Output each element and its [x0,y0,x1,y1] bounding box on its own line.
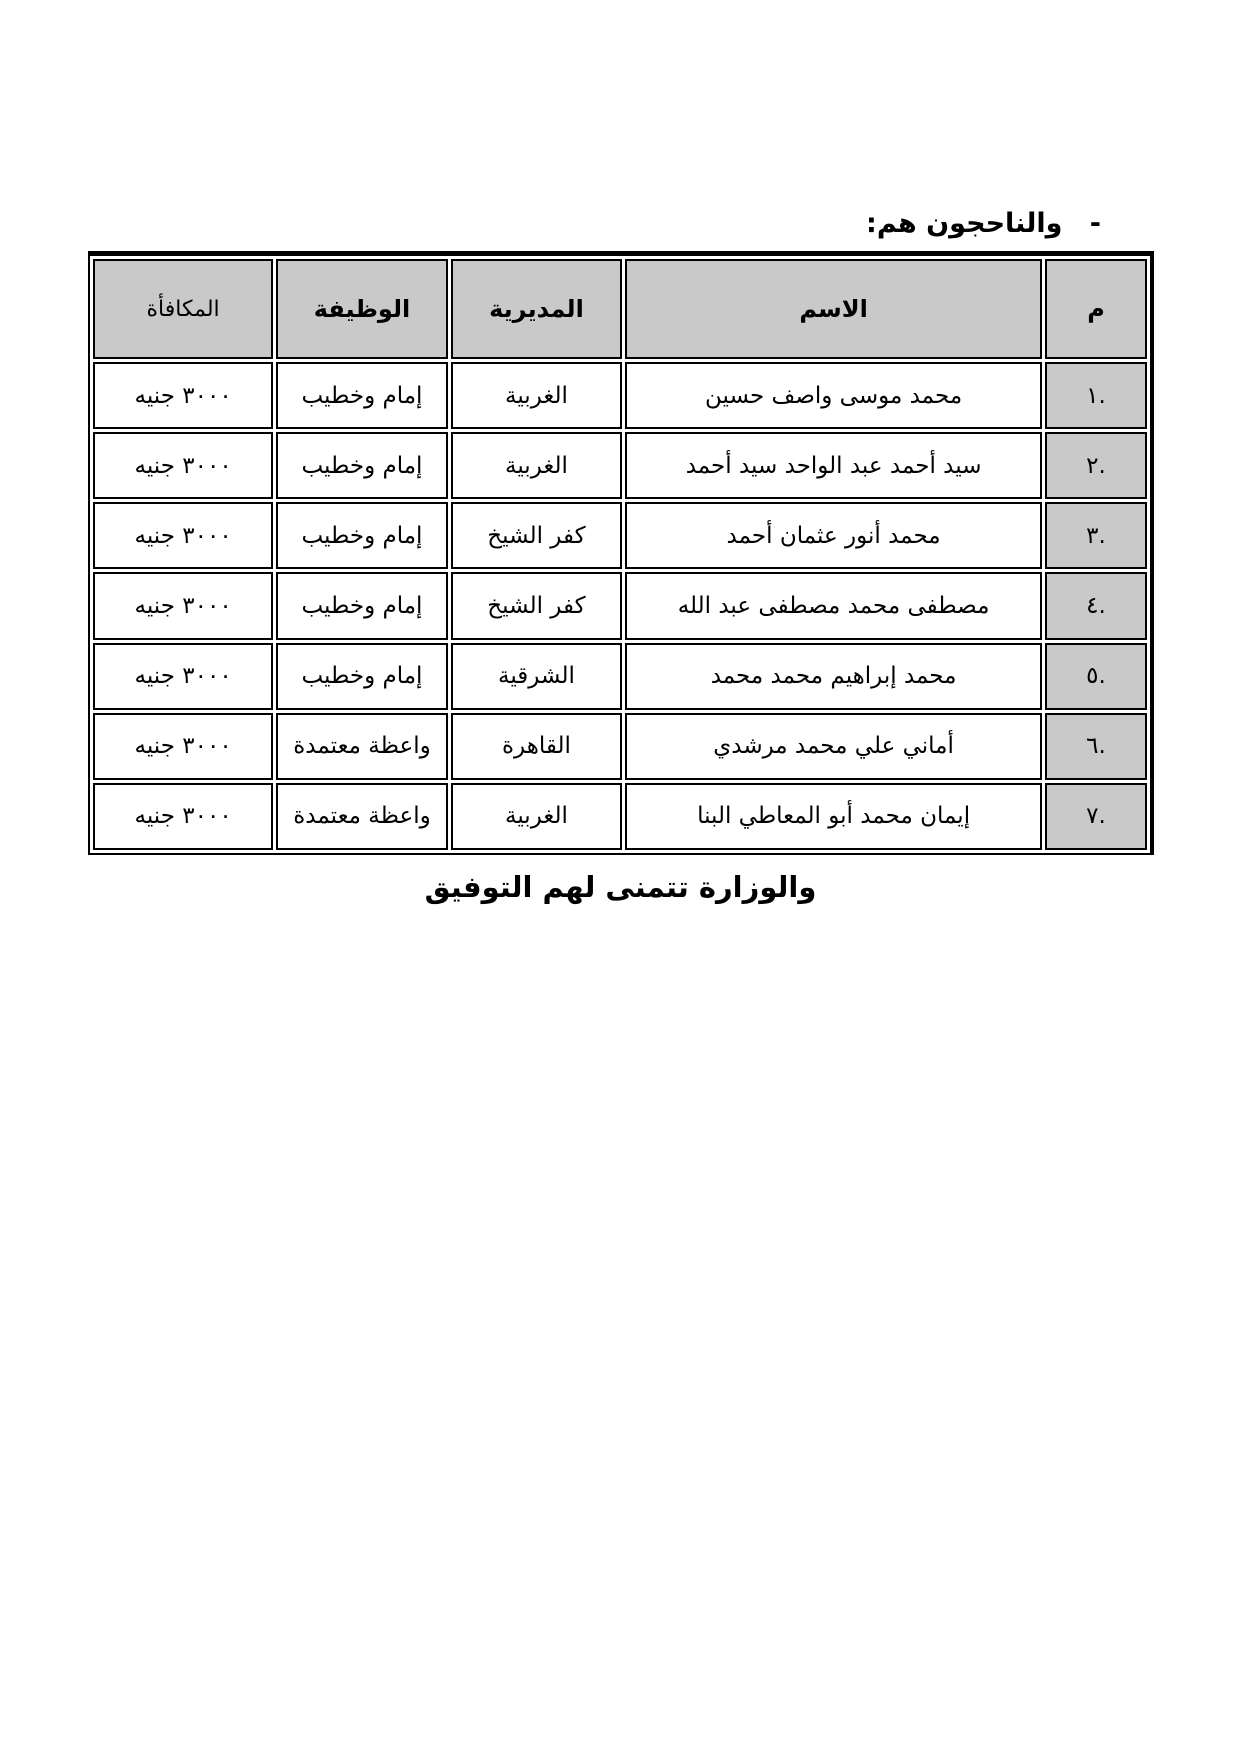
table-row [93,783,1147,850]
row-num: .٥ [1045,643,1147,710]
table-row [93,362,1147,429]
header-job: الوظيفة [276,259,447,359]
row-reward: ٣٠٠٠ جنيه [93,502,273,569]
winners-table [90,256,1150,853]
row-job: إمام وخطيب [276,643,447,710]
list-heading [866,208,1101,239]
row-num: .٢ [1045,432,1147,499]
row-name: سيد أحمد عبد الواحد سيد أحمد [625,432,1042,499]
winners-table-frame [88,251,1154,855]
row-job: واعظة معتمدة [276,783,447,850]
row-num: .٣ [1045,502,1147,569]
closing-line: والوزارة تتمنى لهم التوفيق [424,870,817,904]
row-num: .٦ [1045,713,1147,780]
row-reward: ٣٠٠٠ جنيه [93,362,273,429]
row-job: واعظة معتمدة [276,713,447,780]
header-reward: المكافأة [93,259,273,359]
row-reward: ٣٠٠٠ جنيه [93,643,273,710]
row-num: .٧ [1045,783,1147,850]
row-name: إيمان محمد أبو المعاطي البنا [625,783,1042,850]
table-header-row [93,259,1147,359]
row-reward: ٣٠٠٠ جنيه [93,572,273,639]
row-name: محمد إبراهيم محمد محمد [625,643,1042,710]
row-directorate: القاهرة [451,713,622,780]
row-job: إمام وخطيب [276,432,447,499]
row-job: إمام وخطيب [276,572,447,639]
row-num: .١ [1045,362,1147,429]
row-directorate: الغربية [451,362,622,429]
heading-text: والناحجون هم: [866,208,1063,239]
row-name: محمد أنور عثمان أحمد [625,502,1042,569]
row-num: .٤ [1045,572,1147,639]
row-name: أماني علي محمد مرشدي [625,713,1042,780]
row-reward: ٣٠٠٠ جنيه [93,783,273,850]
row-directorate: الغربية [451,432,622,499]
header-name: الاسم [625,259,1042,359]
heading-dash: - [1089,208,1101,239]
header-num: م [1045,259,1147,359]
row-job: إمام وخطيب [276,362,447,429]
table-row [93,713,1147,780]
row-directorate: كفر الشيخ [451,572,622,639]
table-row [93,432,1147,499]
row-reward: ٣٠٠٠ جنيه [93,432,273,499]
table-row [93,643,1147,710]
table-row [93,502,1147,569]
table-row [93,572,1147,639]
row-name: مصطفى محمد مصطفى عبد الله [625,572,1042,639]
row-directorate: الغربية [451,783,622,850]
row-name: محمد موسى واصف حسين [625,362,1042,429]
row-reward: ٣٠٠٠ جنيه [93,713,273,780]
header-directorate: المديرية [451,259,622,359]
row-directorate: الشرقية [451,643,622,710]
row-job: إمام وخطيب [276,502,447,569]
row-directorate: كفر الشيخ [451,502,622,569]
